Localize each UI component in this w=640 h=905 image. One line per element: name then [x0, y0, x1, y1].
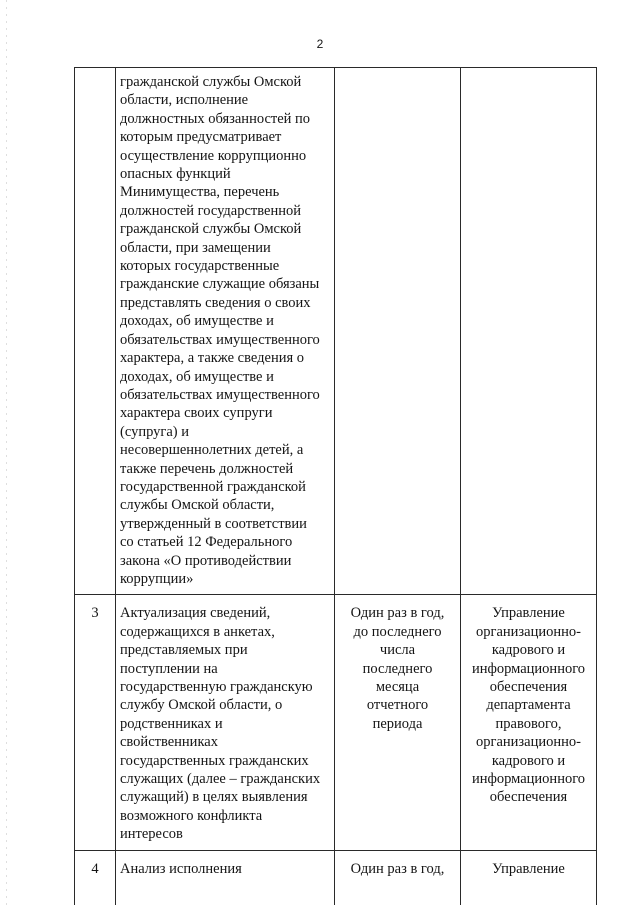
row-number-cell — [75, 68, 116, 595]
table-row — [75, 595, 597, 850]
executor-cell: Управление — [461, 850, 597, 905]
row-number-cell: 3 — [75, 595, 116, 850]
executor-cell: Управление организационно- кадрового и информационного обеспечения департамента правового, организационно- кадрового и информационного обеспечения — [461, 595, 597, 850]
action-cell: Актуализация сведений, содержащихся в анкетах, представляемых при поступлении на государственную гражданскую службу Омской области, о родственниках и свойственниках государственных гражданских служащих (далее – гражданских служащий) в целях выявления возможного конфликта интересов — [116, 595, 335, 850]
action-cell: Анализ исполнения — [116, 850, 335, 905]
term-cell — [335, 68, 461, 595]
term-cell: Один раз в год, — [335, 850, 461, 905]
page-number: 2 — [316, 37, 324, 51]
term-cell: Один раз в год, до последнего числа последнего месяца отчетного периода — [335, 595, 461, 850]
scan-edge-artifact — [6, 0, 7, 905]
executor-cell — [461, 68, 597, 595]
table-row — [75, 850, 597, 905]
table-row — [75, 68, 597, 595]
row-number-cell: 4 — [75, 850, 116, 905]
action-cell: гражданской службы Омской области, исполнение должностных обязанностей по которым предусматривает осуществление коррупционно опасных функций Минимущества, перечень должностей государственной гражданской службы Омской области, при замещении которых государственные гражданские служащие обязаны представлять сведения о своих доходах, об имуществе и обязательствах имущественного характера, а также сведения о доходах, об имуществе и обязательствах имущественного характера своих супруги (супруга) и несовершеннолетних детей, а также перечень должностей государственной гражданской службы Омской области, утвержденный в соответствии со статьей 12 Федерального закона «О противодействии коррупции» — [116, 68, 335, 595]
measures-table — [74, 67, 597, 905]
